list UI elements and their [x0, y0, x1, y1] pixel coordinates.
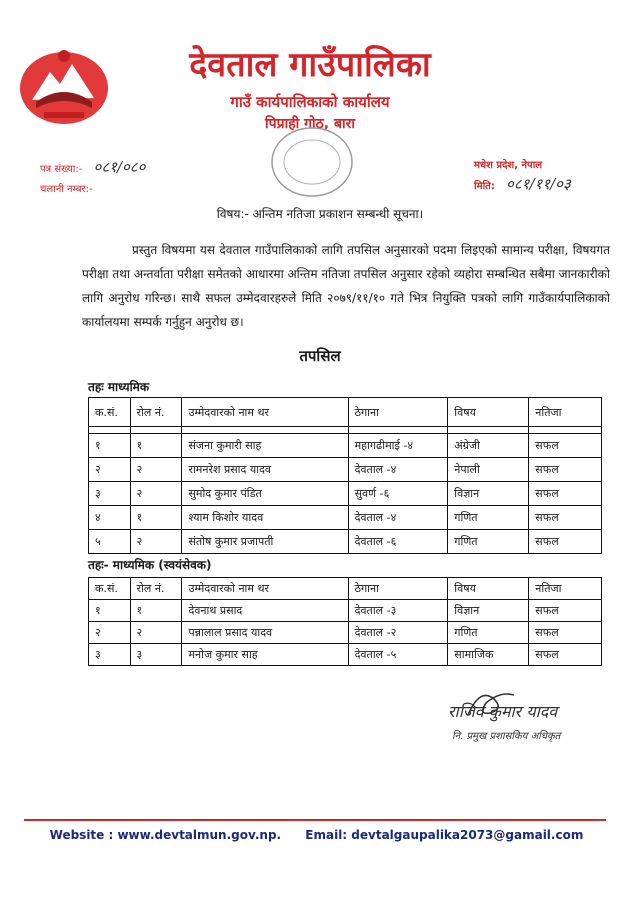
footer	[0, 828, 633, 842]
table-cell: १	[89, 600, 131, 622]
table-cell: २	[130, 482, 182, 506]
table-cell: देवताल -३	[348, 600, 448, 622]
table2-tier: तहः- माध्यमिक (स्वयंसेवक)	[88, 558, 212, 572]
org-name: देवताल गाउँपालिका	[189, 45, 431, 85]
table-row	[89, 622, 602, 644]
date-value: ०८१/११/०३	[506, 175, 571, 193]
table-cell: देवताल -४	[348, 458, 448, 482]
table1-tier: तहः माध्यमिक	[88, 380, 150, 394]
table-row	[89, 644, 602, 666]
table-cell: सफल	[529, 622, 602, 644]
table-cell: विज्ञान	[448, 600, 529, 622]
col-roll: रोल नं.	[130, 398, 182, 427]
table-cell: सफल	[529, 644, 602, 666]
table-row	[89, 458, 602, 482]
table-row	[89, 482, 602, 506]
footer-website: Website : www.devtalmun.gov.np.	[49, 828, 282, 842]
table-header-row	[89, 578, 602, 600]
table-cell: १	[130, 434, 182, 458]
table-cell: पन्नालाल प्रसाद यादव	[182, 622, 348, 644]
col-sn: क.सं.	[89, 578, 131, 600]
col-subject: विषय	[448, 398, 529, 427]
office-stamp	[262, 120, 362, 205]
letter-no-value: ०८१/०८०	[93, 158, 146, 176]
table-cell: सफल	[529, 530, 602, 554]
signatory-name: राजिव कुमार यादव	[448, 702, 558, 721]
results-table-secondary	[88, 397, 602, 554]
table-cell: ३	[89, 482, 131, 506]
section-title: तपसिल	[299, 347, 341, 365]
table-cell: ४	[89, 506, 131, 530]
col-name: उम्मेदवारको नाम थर	[182, 398, 348, 427]
table-header-row	[89, 398, 602, 427]
dispatch-no-label: चलानी नम्बर:-	[40, 184, 93, 195]
col-subject: विषय	[448, 578, 529, 600]
footer-divider	[24, 819, 606, 821]
table-cell: संजना कुमारी साह	[182, 434, 348, 458]
table-cell: सफल	[529, 600, 602, 622]
table-row	[89, 434, 602, 458]
table-cell: देवनाथ प्रसाद	[182, 600, 348, 622]
table-cell: सफल	[529, 482, 602, 506]
table-cell: अंग्रेजी	[448, 434, 529, 458]
table-cell: ३	[130, 644, 182, 666]
results-table-volunteer	[88, 577, 602, 666]
table-cell: २	[89, 622, 131, 644]
table-cell: सफल	[529, 506, 602, 530]
table-cell: १	[130, 506, 182, 530]
table-cell: विज्ञान	[448, 482, 529, 506]
table-cell: गणित	[448, 622, 529, 644]
col-result: नतिजा	[529, 578, 602, 600]
col-address: ठेगाना	[348, 578, 448, 600]
table-cell: १	[89, 434, 131, 458]
table-cell: २	[130, 530, 182, 554]
table-cell: संतोष कुमार प्रजापती	[182, 530, 348, 554]
table-cell: रामनरेश प्रसाद यादव	[182, 458, 348, 482]
table-row	[89, 530, 602, 554]
table-cell: २	[89, 458, 131, 482]
table-cell: गणित	[448, 506, 529, 530]
table-cell: देवताल -५	[348, 644, 448, 666]
table-cell: देवताल -४	[348, 506, 448, 530]
table-cell: सफल	[529, 458, 602, 482]
table-row	[89, 600, 602, 622]
date-label: मिति:	[474, 181, 495, 192]
col-sn: क.सं.	[89, 398, 131, 427]
table-cell: ३	[89, 644, 131, 666]
notice-body: प्रस्तुत विषयमा यस देवताल गाउँपालिकाको लागि तपसिल अनुसारको पदमा लिइएको सामान्य परीक्षा, विषयगत परीक्षा तथा अन्तर्वाता परीक्षा समेतको आधारमा अन्तिम नतिजा तपसिल अनुसार रहेको व्यहोरा सम्बन्धित सबैमा जानकारीको लागि अनुरोध गरिन्छ। साथै सफल उम्मेदवारहरुले मिति २०७९/११/१० गते भित्र नियुक्ति पत्रको लागि गाउँकार्यपालिकाको कार्यालयमा सम्पर्क गर्नुहुन अनुरोध छ।	[82, 243, 610, 329]
table-cell: १	[130, 600, 182, 622]
office-name: गाउँ कार्यपालिकाको कार्यालय	[230, 93, 390, 111]
col-roll: रोल नं.	[130, 578, 182, 600]
table-cell: देवताल -२	[348, 622, 448, 644]
col-result: नतिजा	[529, 398, 602, 427]
table-cell: सुमोद कुमार पंडित	[182, 482, 348, 506]
table-cell: २	[130, 622, 182, 644]
footer-email: Email: devtalgaupalika2073@gamail.com	[305, 828, 584, 842]
table-cell: देवताल -६	[348, 530, 448, 554]
col-address: ठेगाना	[348, 398, 448, 427]
subject-line: विषय:- अन्तिम नतिजा प्रकाशन सम्बन्धी सूचना।	[216, 207, 424, 221]
signatory-title: नि. प्रमुख प्रशासकिय अधिकृत	[452, 731, 561, 742]
letter-no-label: पत्र संख्या:-	[40, 164, 83, 175]
table-row	[89, 506, 602, 530]
table-cell: मनोज कुमार साह	[182, 644, 348, 666]
province: मधेश प्रदेश, नेपाल	[474, 160, 543, 171]
table-cell: २	[130, 458, 182, 482]
table-cell: सुवर्ण -६	[348, 482, 448, 506]
table-cell: सफल	[529, 434, 602, 458]
nepal-emblem-icon	[14, 42, 114, 128]
table-cell: सामाजिक	[448, 644, 529, 666]
table-cell: गणित	[448, 530, 529, 554]
table-cell: महागढीमाई -४	[348, 434, 448, 458]
table-cell: नेपाली	[448, 458, 529, 482]
table-cell: श्याम किशोर यादव	[182, 506, 348, 530]
office-address: पिप्राही गोठ, बारा	[265, 116, 355, 132]
col-name: उम्मेदवारको नाम थर	[182, 578, 348, 600]
table-cell: ५	[89, 530, 131, 554]
